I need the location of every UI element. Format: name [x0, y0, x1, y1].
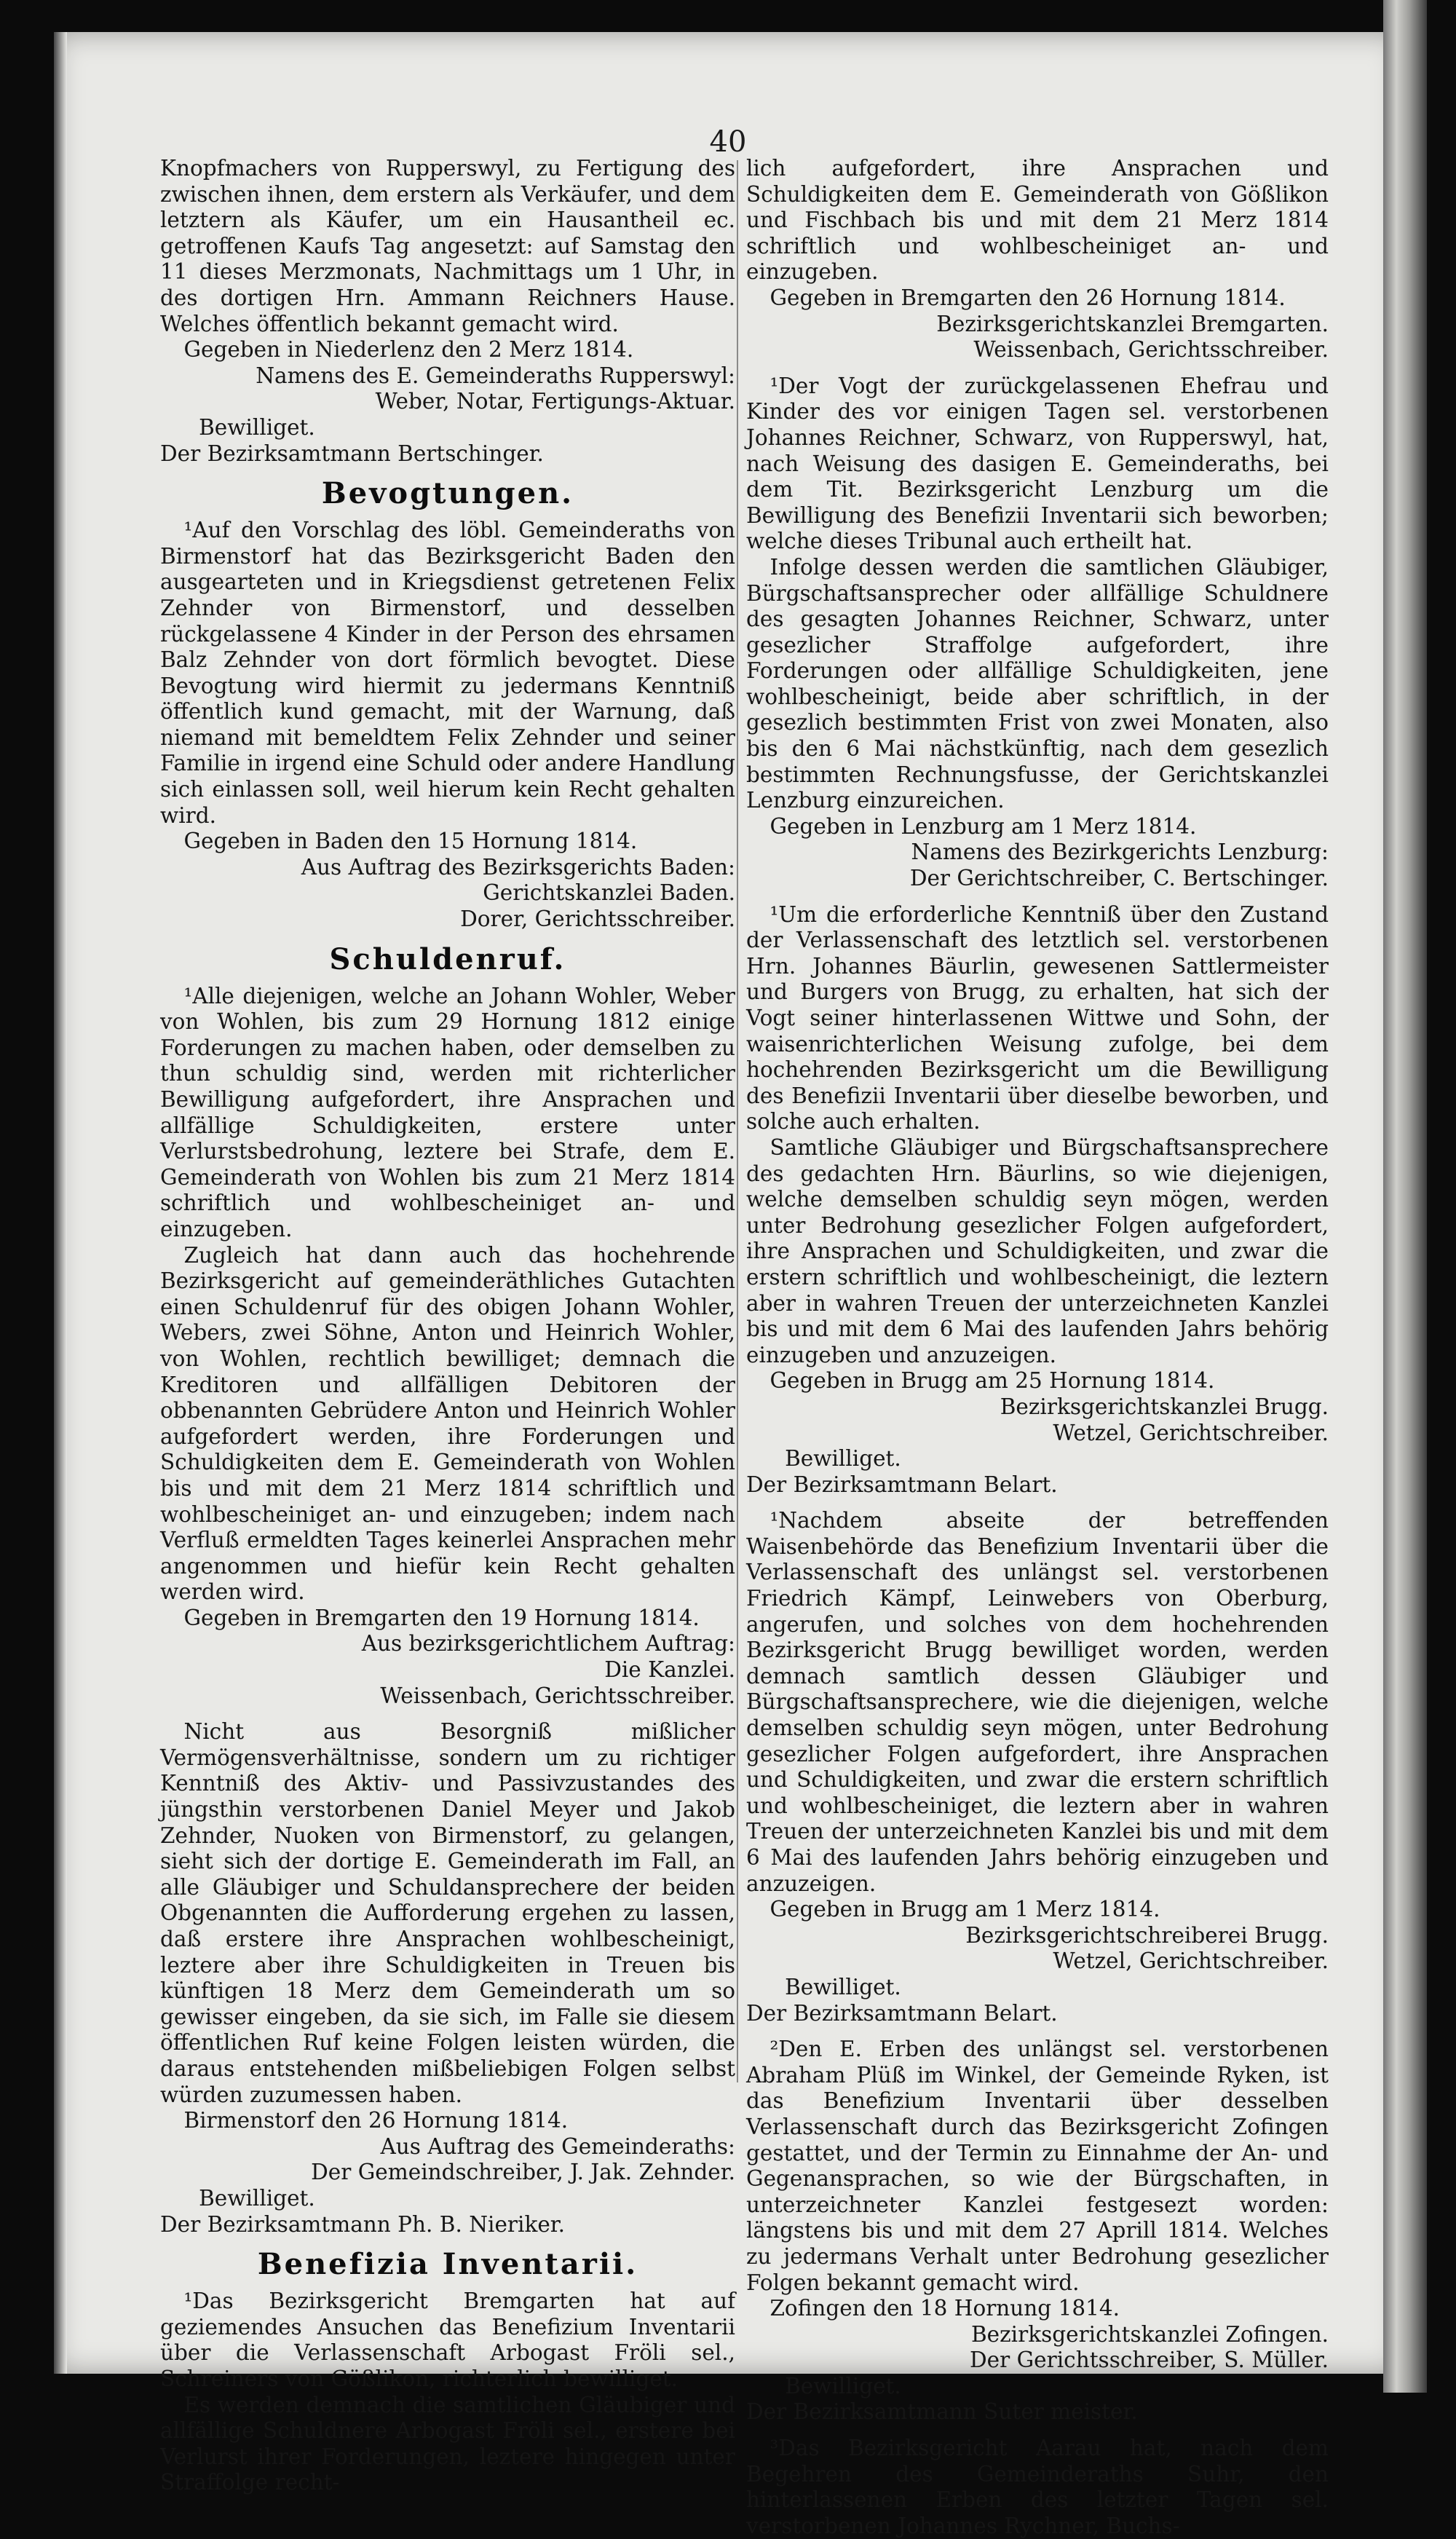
notice-signature: Der Gerichtsschreiber, S. Müller. [970, 2348, 1329, 2373]
notice-issuer: Aus Auftrag des Bezirksgerichts Baden: [301, 854, 735, 880]
notice-office: Bezirksgerichtschreiberei Brugg. [965, 1922, 1329, 1948]
notice-baeurlin-benefizium [746, 902, 1329, 1498]
notice-issuer: Namens des Bezirkgerichts Lenzburg: [911, 840, 1329, 865]
notice-office: Bezirksgerichtskanzlei Brugg. [1000, 1394, 1329, 1419]
column-divider [737, 160, 738, 2082]
notice-froeli-continuation [746, 156, 1329, 363]
notice-body: ¹Auf den Vorschlag des löbl. Gemeinderaths von Birmenstorf hat das Bezirksgericht Baden den ausgearteten und in Kriegsdienst getretenen Felix Zehnder von Birmenstorf, und desselben rückgelassene 4 Kinder in der Person des ehrsamen Balz Zehnder von dort förmlich bevogtet. Diese Bevogtung wird hiermit zu jedermans Kenntniß öffentlich kund gemacht, mit der Warnung, daß niemand mit bemeldtem Felix Zehnder und seiner Familie in irgend eine Schuld oder andere Handlung sich einlassen soll, weil hierum kein Recht gehalten wird. [160, 518, 735, 828]
notice-office: Die Kanzlei. [604, 1657, 735, 1683]
section-heading-benefizia-inventarii: Benefizia Inventarii. [257, 2247, 638, 2282]
notice-body: ²Den E. Erben des unlängst sel. verstorbenen Abraham Plüß im Winkel, der Gemeinde Ryken, ist das Benefizium Inventarii über desselben Verlassenschaft durch das Bezirksgericht Zofingen gestattet, und der Termin zu Einnahme der An- und Gegenansprachen, so wie der Bürgschaften, in unterzeichneter Kanzlei festgesezt worden: längstens bis und mit dem 27 Aprill 1814. Welches zu jedermans Verhalt unter Bedrohung gesezlicher Folgen bekannt gemacht wird. [746, 2037, 1329, 2295]
notice-rupperswyl-fertigung [160, 156, 735, 467]
approval-label: Bewilliget. [785, 1446, 901, 1472]
notice-signature: Der Gerichtschreiber, C. Bertschinger. [909, 866, 1329, 891]
notice-body-continued: Es werden demnach die samtlichen Gläubiger und allfällige Schuldnere Arbogast Fröli sel., erstere bei Verlurst ihrer Forderungen, leztere hingegen unter Straffolge recht- [160, 2392, 735, 2495]
notice-issuer: Aus Auftrag des Gemeinderaths: [380, 2133, 735, 2159]
approval-label: Bewilliget. [199, 414, 315, 440]
notice-body-continued: Infolge dessen werden die samtlichen Gläubiger, Bürgschaftsansprecher oder allfällige Schuldnere des gesagten Johannes Reichner, Schwarz, unter gesezlicher Straffolge aufgefordert, ihre Forderungen oder allfällige Schuldigkeiten, jene wohlbescheinigt, beide aber schriftlich, in der gesezlich bestimmten Frist von zwei Monaten, also bis den 6 Mai nächstkünftig, nach dem gesezlich bestimmten Rechnungsfusse, der Gerichtskanzlei Lenzburg einzureichen. [746, 554, 1329, 813]
section-heading-schuldenruf: Schuldenruf. [329, 941, 566, 976]
notice-date: Gegeben in Brugg am 1 Merz 1814. [769, 1897, 1160, 1922]
notice-date: Gegeben in Baden den 15 Hornung 1814. [183, 829, 638, 854]
notice-body: ¹Alle diejenigen, welche an Johann Wohler, Weber von Wohlen, bis zum 29 Hornung 1812 einige Forderungen zu machen haben, oder demselben zu thun schuldig sind, werden mit richterlicher Bewilligung aufgefordert, ihre Ansprachen und allfällige Schuldigkeiten, erstere unter Verlurstsbedrohung, leztere bei Strafe, dem E. Gemeinderath von Wohlen bis zum 21 Merz 1814 schriftlich und wohlbescheiniget an- und einzugeben. [160, 983, 735, 1241]
notice-signature: Weber, Notar, Fertigungs-Aktuar. [375, 389, 735, 414]
notice-date: Birmenstorf den 26 Hornung 1814. [183, 2108, 569, 2133]
approval-signature: Der Bezirksamtmann Belart. [746, 2000, 1058, 2026]
notice-kaempf-benefizium [746, 1508, 1329, 2026]
notice-signature: Weissenbach, Gerichtsschreiber. [973, 337, 1329, 363]
approval-label: Bewilliget. [199, 2185, 315, 2211]
notice-reichner-benefizium [746, 374, 1329, 892]
notice-body: lich aufgefordert, ihre Ansprachen und Schuldigkeiten dem E. Gemeinderath von Gößlikon und Fischbach bis und mit dem 21 Merz 1814 schriftlich und wohlbescheiniget an- und einzugeben. [746, 156, 1329, 285]
notice-body: ¹Der Vogt der zurückgelassenen Ehefrau und Kinder des vor einigen Tagen sel. verstorbenen Johannes Reichner, Schwarz, von Rupperswyl, hat, nach Weisung des dasigen E. Gemeinderaths, bei dem Tit. Bezirksgericht Lenzburg um die Bewilligung des Benefizii Inventarii sich beworben; welche dieses Tribunal auch ertheilt hat. [746, 373, 1329, 554]
notice-meyer-zehnder [160, 1719, 735, 2238]
notice-signature: Wetzel, Gerichtschreiber. [1053, 1948, 1329, 1974]
notice-zehnder-bevogtung [160, 518, 735, 933]
left-column [160, 156, 735, 2496]
approval-signature: Der Bezirksamtmann Suter meister. [746, 2399, 1138, 2425]
notice-issuer: Aus bezirksgerichtlichem Auftrag: [361, 1631, 735, 1657]
approval-signature: Der Bezirksamtmann Ph. B. Nieriker. [160, 2211, 566, 2237]
notice-date: Gegeben in Brugg am 25 Hornung 1814. [769, 1368, 1215, 1394]
notice-body: ³Das Bezirksgericht Aarau hat, nach dem Begehren des Gemeinderaths Suhr, den hinterlassenen Erben des letzter Tagen sel. verstorbenen Johannes Rychner, Buchs- [746, 2436, 1329, 2538]
notice-signature: Wetzel, Gerichtschreiber. [1053, 1420, 1329, 1445]
notice-date: Gegeben in Lenzburg am 1 Merz 1814. [769, 813, 1197, 839]
notice-signature: Dorer, Gerichtsschreiber. [460, 907, 735, 932]
notice-body: Nicht aus Besorgniß mißlicher Vermögensverhältnisse, sondern um zu richtiger Kenntniß des Aktiv- und Passivzustandes des jüngsthin verstorbenen Daniel Meyer und Jakob Zehnder, Nuoken von Birmenstorf, zu gelangen, sieht sich der dortige E. Gemeinderath im Fall, an alle Gläubiger und Schuldansprechere der beiden Obgenannten die Aufforderung ergehen zu lassen, daß erstere ihre Ansprachen wohlbescheinigt, leztere aber ihre Schuldigkeiten in Treuen bis künftigen 18 Merz dem Gemeinderath um so gewisser eingeben, da sie sich, im Falle sie diesem öffentlichen Ruf keine Folgen leisten würden, die daraus entstehenden mißbeliebigen Folgen selbst würden zuzumessen haben. [160, 1719, 735, 2107]
notice-body-continued: Zugleich hat dann auch das hochehrende Bezirksgericht auf gemeinderäthliches Gutachten einen Schuldenruf für des obigen Johann Wohler, Webers, zwei Söhne, Anton und Heinrich Wohler, von Wohlen, rechtlich bewilliget; demnach die Kreditoren und allfälligen Debitoren der obbenannten Gebrüdere Anton und Heinrich Wohler aufgefordert werden, ihre Forderungen und Schuldigkeiten dem E. Gemeinderath von Wohlen bis und mit dem 21 Merz 1814 schriftlich und wohlbescheiniget an- und einzugeben; indem nach Verfluß ermeldten Tages keinerlei Ansprachen mehr angenommen und hiefür kein Recht gehalten werden wird. [160, 1242, 735, 1605]
notice-body: Knopfmachers von Rupperswyl, zu Fertigung des zwischen ihnen, dem erstern als Verkäufer, und dem letztern als Käufer, um ein Hausantheil ec. getroffenen Kaufs Tag angesetzt: auf Samstag den 11 dieses Merzmonats, Nachmittags um 1 Uhr, in des dortigen Hrn. Ammann Reichners Hause. Welches öffentlich bekannt gemacht wird. [160, 156, 735, 336]
notice-office: Gerichtskanzlei Baden. [483, 880, 735, 906]
notice-date: Zofingen den 18 Hornung 1814. [769, 2296, 1120, 2321]
section-heading-bevogtungen: Bevogtungen. [321, 476, 574, 511]
page-number: 40 [709, 125, 747, 159]
notice-pluess-benefizium [746, 2037, 1329, 2425]
notice-date: Gegeben in Bremgarten den 26 Hornung 1814. [769, 285, 1286, 310]
notice-issuer: Namens des E. Gemeinderaths Rupperswyl: [256, 363, 735, 388]
notice-signature: Weissenbach, Gerichtsschreiber. [380, 1683, 735, 1708]
notice-body: ¹Nachdem abseite der betreffenden Waisenbehörde das Benefizium Inventarii über die Verlassenschaft des unlängst sel. verstorbenen Friedrich Kämpf, Leinwebers von Oberburg, angerufen, und solches von dem hochehrenden Bezirksgericht Brugg bewilliget worden, werden demnach samtlich dessen Gläubiger und Bürgschaftsansprechere, wie die diejenigen, welche demselben schuldig seyn mögen, unter Bedrohung gesezlicher Folgen aufgefordert, ihre Ansprachen und Schuldigkeiten, und zwar die erstern schriftlich und wohlbescheiniget, die leztern aber in wahren Treuen der unterzeichneten Kanzlei bis und mit dem 6 Mai des laufenden Jahrs behörig einzugeben und anzuzeigen. [746, 1508, 1329, 1896]
approval-label: Bewilliget. [785, 2373, 901, 2398]
right-column [746, 156, 1329, 2539]
page-edge [1383, 0, 1427, 2393]
binding-shadow [54, 32, 67, 2374]
notice-office: Bezirksgerichtskanzlei Bremgarten. [936, 311, 1329, 336]
approval-signature: Der Bezirksamtmann Belart. [746, 1472, 1058, 1497]
approval-label: Bewilliget. [785, 1974, 901, 1999]
notice-date: Gegeben in Niederlenz den 2 Merz 1814. [183, 337, 634, 363]
notice-date: Gegeben in Bremgarten den 19 Hornung 1814. [183, 1605, 700, 1630]
notice-rychner-benefizium [746, 2436, 1329, 2539]
approval-signature: Der Bezirksamtmann Bertschinger. [160, 441, 544, 466]
notice-signature: Der Gemeindschreiber, J. Jak. Zehnder. [311, 2160, 735, 2185]
notice-body: ¹Um die erforderliche Kenntniß über den Zustand der Verlassenschaft des letztlich sel. verstorbenen Hrn. Johannes Bäurlin, gewesenen Sattlermeister und Burgers von Brugg, zu erhalten, hat sich der Vogt seiner hinterlassenen Wittwe und Sohn, der waisenrichterlichen Weisung zufolge, bei dem hochehrenden Bezirksgericht um die Bewilligung des Benefizii Inventarii über dieselbe beworben, und solche auch erhalten. [746, 901, 1329, 1134]
notice-body-continued: Samtliche Gläubiger und Bürgschaftsansprechere des gedachten Hrn. Bäurlins, so wie diejenigen, welche demselben schuldig seyn mögen, werden unter Bedrohung gesezlicher Folgen aufgefordert, ihre Ansprachen und Schuldigkeiten, und zwar die erstern schriftlich und wohlbescheinigt, die leztern aber in wahren Treuen der unterzeichneten Kanzlei bis und mit dem 6 Mai des laufenden Jahrs behörig einzugeben und anzuzeigen. [746, 1134, 1329, 1367]
notice-office: Bezirksgerichtskanzlei Zofingen. [971, 2321, 1329, 2347]
notice-wohler-schuldenruf [160, 984, 735, 1710]
notice-body: ¹Das Bezirksgericht Bremgarten hat auf geziemendes Ansuchen das Benefizium Inventarii über die Verlassenschaft Arbogast Fröli sel., Schreiners von Gößlikon, richterlich bewilliget. [160, 2289, 735, 2391]
